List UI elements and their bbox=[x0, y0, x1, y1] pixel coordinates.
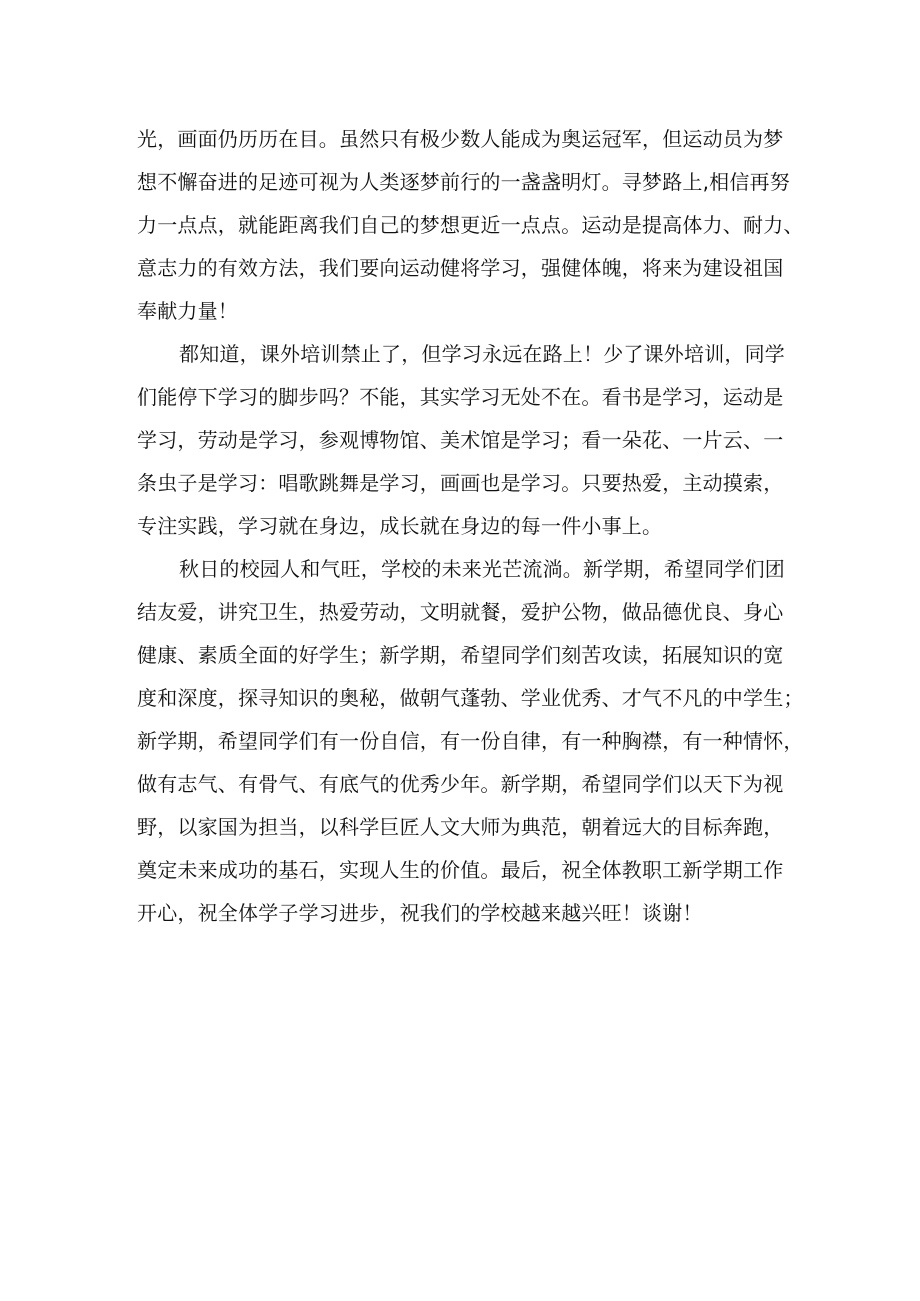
text-line: 都知道，课外培训禁止了，但学习永远在路上！少了课外培训，同学 bbox=[179, 342, 785, 366]
text-line: 野，以家国为担当，以科学巨匠人文大师为典范，朝着远大的目标奔跑， bbox=[137, 815, 784, 839]
text-line: 结友爱，讲究卫生，热爱劳动，文明就餐，爱护公物，做品德优良、身心 bbox=[137, 600, 784, 624]
text-line: 专注实践，学习就在身边，成长就在身边的每一件小事上。 bbox=[137, 514, 663, 538]
text-line: 想不懈奋进的足迹可视为人类逐梦前行的一盏盏明灯。寻梦路上,相信再努 bbox=[137, 170, 790, 194]
text-line: 秋日的校园人和气旺，学校的未来光芒流淌。新学期，希望同学们团 bbox=[179, 557, 785, 581]
text-line: 做有志气、有骨气、有底气的优秀少年。新学期，希望同学们以天下为视 bbox=[137, 772, 784, 796]
text-line: 条虫子是学习：唱歌跳舞是学习，画画也是学习。只要热爱，主动摸索， bbox=[137, 471, 784, 495]
paragraph-1 bbox=[137, 118, 803, 333]
paragraph-3 bbox=[137, 548, 803, 935]
text-line: 学习，劳动是学习，参观博物馆、美术馆是学习；看一朵花、一片云、一 bbox=[137, 428, 784, 452]
text-line: 开心，祝全体学子学习进步，祝我们的学校越来越兴旺！谈谢！ bbox=[137, 901, 703, 925]
text-line: 奉献力量！ bbox=[137, 299, 238, 323]
text-line: 们能停下学习的脚步吗？不能，其实学习无处不在。看书是学习，运动是 bbox=[137, 385, 784, 409]
text-line: 奠定未来成功的基石，实现人生的价值。最后，祝全体教职工新学期工作 bbox=[137, 858, 784, 882]
document-body bbox=[137, 118, 803, 935]
paragraph-2 bbox=[137, 333, 803, 548]
text-line: 光，画面仍历历在目。虽然只有极少数人能成为奥运冠军，但运动员为梦 bbox=[137, 127, 784, 151]
text-line: 度和深度，探寻知识的奥秘，做朝气蓬勃、学业优秀、才气不凡的中学生； bbox=[137, 686, 804, 710]
text-line: 意志力的有效方法，我们要向运动健将学习，强健体魄，将来为建设祖国 bbox=[137, 256, 784, 280]
text-line: 新学期，希望同学们有一份自信，有一份自律，有一种胸襟，有一种情怀， bbox=[137, 729, 804, 753]
text-line: 力一点点，就能距离我们自己的梦想更近一点点。运动是提高体力、耐力、 bbox=[137, 213, 804, 237]
text-line: 健康、素质全面的好学生；新学期，希望同学们刻苦攻读，拓展知识的宽 bbox=[137, 643, 784, 667]
